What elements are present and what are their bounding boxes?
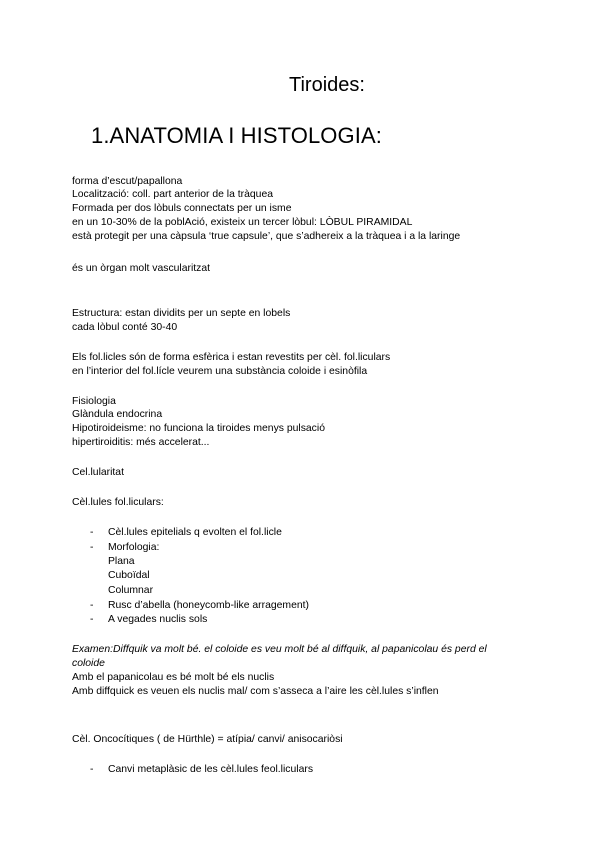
list-dash: -	[90, 527, 94, 538]
sub-list-item: Cuboïdal	[108, 570, 150, 581]
exam-note: coloide	[72, 658, 105, 669]
text-line: està protegit per una càpsula ‘true capsule’, que s’adhereix a la tràquea i a la laringe	[72, 231, 461, 242]
list-dash: -	[90, 600, 94, 611]
list-item: Cèl.lules epitelials q evolten el fol.licle	[108, 527, 282, 538]
list-dash: -	[90, 542, 94, 553]
text-line: en un 10-30% de la poblAció, existeix un tercer lòbul: LÒBUL PIRAMIDAL	[72, 217, 413, 228]
page-title: Tiroides:	[289, 74, 365, 96]
text-line: Fisiologia	[72, 396, 116, 407]
text-line: Amb diffquick es veuen els nuclis mal/ com s’asseca a l’aire les cèl.lules s’inflen	[72, 686, 439, 697]
list-dash: -	[90, 614, 94, 625]
text-line: Cèl.lules fol.liculars:	[72, 497, 164, 508]
sub-list-item: Plana	[108, 556, 135, 567]
list-item: Canvi metaplàsic de les cèl.lules feol.liculars	[108, 764, 314, 775]
text-line: Glàndula endocrina	[72, 409, 163, 420]
text-line: Hipotiroideisme: no funciona la tiroides menys pulsació	[72, 423, 325, 434]
text-line: Cel.lularitat	[72, 467, 124, 478]
text-line: cada lòbul conté 30-40	[72, 322, 178, 333]
list-item: Morfologia:	[108, 542, 160, 553]
list-item: Rusc d’abella (honeycomb-like arragement)	[108, 600, 309, 611]
text-line: Formada per dos lòbuls connectats per un isme	[72, 203, 292, 214]
text-line: és un òrgan molt vascularitzat	[72, 263, 211, 274]
text-line: Els fol.licles són de forma esfèrica i estan revestits per cèl. fol.liculars	[72, 352, 391, 363]
text-line: Localització: coll. part anterior de la tràquea	[72, 189, 273, 200]
text-line: en l’interior del fol.lícle veurem una substància coloide i esinòfila	[72, 366, 368, 377]
exam-note: Examen:Diffquik va molt bé. el coloide es veu molt bé al diffquik, al papanicolau és perd el	[72, 644, 487, 655]
text-line: Estructura: estan dividits per un septe en lobels	[72, 308, 291, 319]
text-line: Amb el papanicolau es bé molt bé els nuclis	[72, 672, 275, 683]
text-line: hipertiroiditis: més accelerat...	[72, 437, 210, 448]
list-item: A vegades nuclis sols	[108, 614, 208, 625]
section-heading: 1.ANATOMIA I HISTOLOGIA:	[91, 123, 382, 148]
text-line: Cèl. Oncocítiques ( de Hürthle) = atípia/ canvi/ anisocariòsi	[72, 734, 343, 745]
sub-list-item: Columnar	[108, 585, 154, 596]
text-line: forma d’escut/papallona	[72, 176, 183, 187]
list-dash: -	[90, 764, 94, 775]
